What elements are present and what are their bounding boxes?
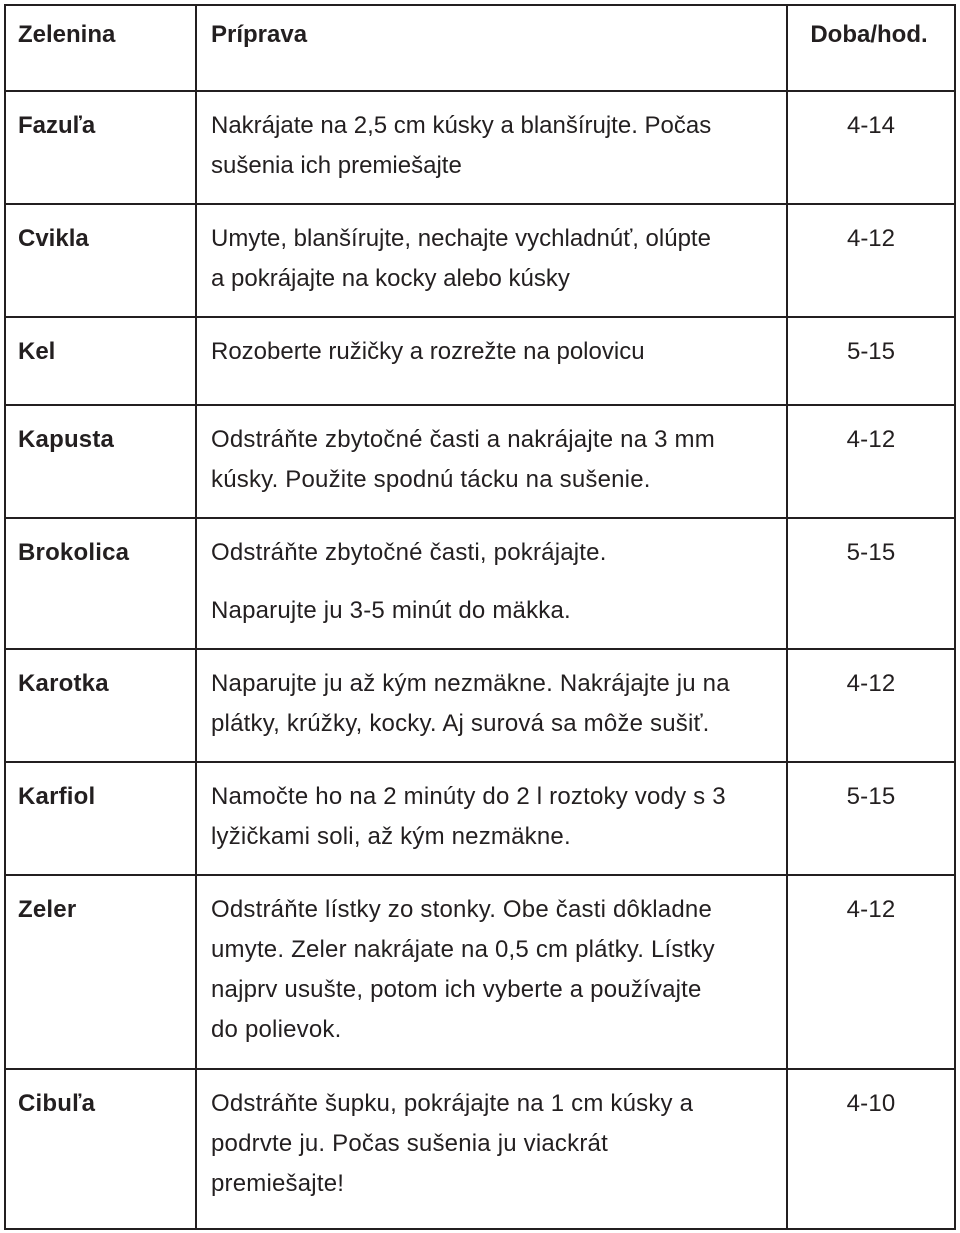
preparation-text (196, 875, 787, 1069)
duration-value: 4-12 (787, 875, 955, 1069)
table-row (5, 91, 955, 204)
table-header-row (5, 5, 955, 91)
duration-value: 4-10 (787, 1069, 955, 1229)
preparation-text (196, 762, 787, 875)
preparation-line: Odstráňte lístky zo stonky. Obe časti dôkladne (211, 896, 712, 923)
preparation-line: podrvte ju. Počas sušenia ju viackrát (211, 1130, 608, 1157)
vegetable-name: Karfiol (5, 762, 196, 875)
preparation-line: Naparujte ju 3-5 minút do mäkka. (211, 597, 571, 624)
duration-value: 5-15 (787, 518, 955, 649)
duration-value: 5-15 (787, 762, 955, 875)
preparation-line: plátky, krúžky, kocky. Aj surová sa môže sušiť. (211, 710, 710, 737)
table-row (5, 204, 955, 317)
duration-value: 4-12 (787, 405, 955, 518)
vegetable-drying-table (4, 4, 956, 1230)
preparation-line: do polievok. (211, 1016, 342, 1043)
table-row (5, 875, 955, 1069)
preparation-line: Rozoberte ružičky a rozrežte na polovicu (211, 338, 645, 365)
preparation-line: Namočte ho na 2 minúty do 2 l roztoky vody s 3 (211, 783, 726, 810)
duration-value: 4-12 (787, 649, 955, 762)
table-row (5, 1069, 955, 1229)
vegetable-name: Kapusta (5, 405, 196, 518)
table-row (5, 317, 955, 405)
preparation-line: premiešajte! (211, 1170, 345, 1197)
header-preparation: Príprava (196, 5, 787, 91)
table-row (5, 518, 955, 649)
preparation-line: umyte. Zeler nakrájate na 0,5 cm plátky. Lístky (211, 936, 715, 963)
preparation-line: Odstráňte šupku, pokrájajte na 1 cm kúsky a (211, 1090, 694, 1117)
vegetable-name: Zeler (5, 875, 196, 1069)
preparation-line: Nakrájate na 2,5 cm kúsky a blanšírujte. Počas (211, 112, 712, 139)
preparation-text (196, 649, 787, 762)
preparation-text (196, 1069, 787, 1229)
duration-value: 5-15 (787, 317, 955, 405)
table-row (5, 762, 955, 875)
header-duration: Doba/hod. (787, 5, 955, 91)
preparation-line: kúsky. Použite spodnú tácku na sušenie. (211, 466, 651, 493)
preparation-line: a pokrájajte na kocky alebo kúsky (211, 265, 570, 292)
vegetable-name: Kel (5, 317, 196, 405)
preparation-text (196, 317, 787, 405)
preparation-line: Odstráňte zbytočné časti a nakrájajte na 3 mm (211, 426, 715, 453)
preparation-text (196, 91, 787, 204)
preparation-line: Naparujte ju až kým nezmäkne. Nakrájajte ju na (211, 670, 730, 697)
preparation-line: najprv usušte, potom ich vyberte a používajte (211, 976, 702, 1003)
duration-value: 4-12 (787, 204, 955, 317)
preparation-line: Umyte, blanšírujte, nechajte vychladnúť, olúpte (211, 225, 711, 252)
vegetable-name: Karotka (5, 649, 196, 762)
preparation-line: Odstráňte zbytočné časti, pokrájajte. (211, 539, 607, 566)
preparation-line: sušenia ich premiešajte (211, 152, 462, 179)
header-vegetable: Zelenina (5, 5, 196, 91)
duration-value: 4-14 (787, 91, 955, 204)
vegetable-name: Fazuľa (5, 91, 196, 204)
vegetable-name: Brokolica (5, 518, 196, 649)
table-row (5, 405, 955, 518)
vegetable-name: Cvikla (5, 204, 196, 317)
preparation-text (196, 405, 787, 518)
preparation-text (196, 204, 787, 317)
table-row (5, 649, 955, 762)
preparation-line: lyžičkami soli, až kým nezmäkne. (211, 823, 571, 850)
vegetable-name: Cibuľa (5, 1069, 196, 1229)
preparation-text (196, 518, 787, 649)
